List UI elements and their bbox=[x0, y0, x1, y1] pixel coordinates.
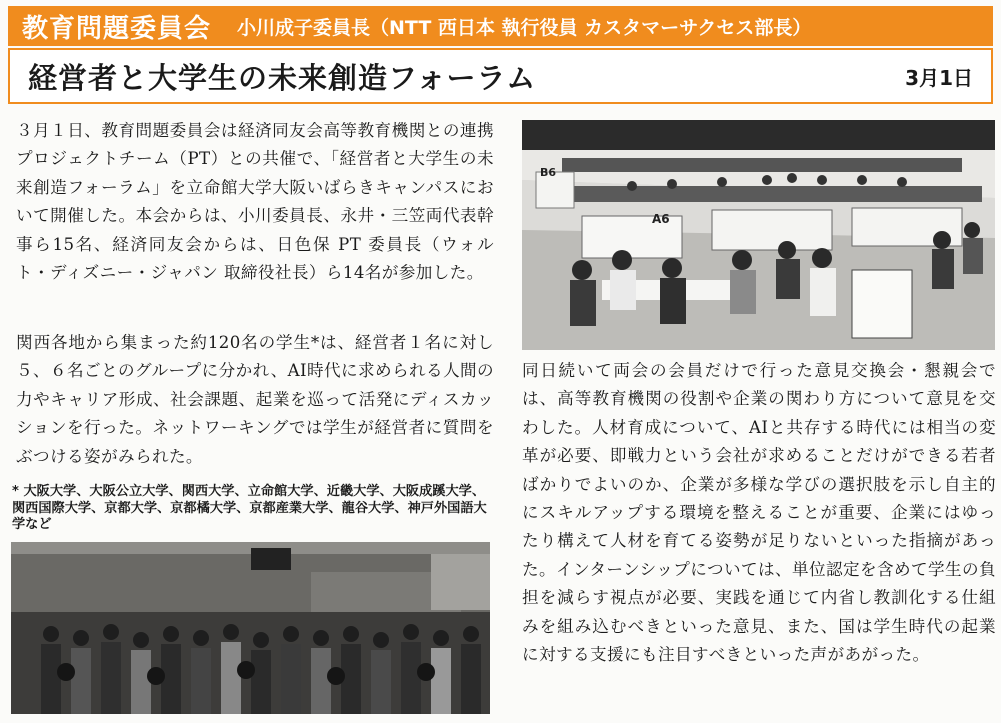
article-paragraph-2: 関西各地から集まった約120名の学生*は、経営者１名に対し５、６名ごとのグループに分かれ、AI時代に求められる人間の力やキャリア形成、社会課題、起業を巡って活発にディスカッションを行った。ネットワーキングでは学生が経営者に質問をぶつける姿がみられた。 bbox=[16, 333, 494, 466]
article-title-bar bbox=[8, 48, 993, 104]
forum-group-discussion-illustration bbox=[522, 120, 995, 350]
article-date: 3月1日 bbox=[905, 65, 973, 90]
forum-group-discussion-photo bbox=[522, 120, 995, 350]
article-title: 経営者と大学生の未来創造フォーラム bbox=[28, 60, 537, 95]
forum-networking-photo bbox=[11, 542, 490, 714]
booth-sign-b6: B6 bbox=[540, 166, 557, 179]
article-paragraph-1: ３月１日、教育問題委員会は経済同友会高等教育機関との連携プロジェクトチーム（PT）との共催で、「経営者と大学生の未来創造フォーラム」を立命館大学大阪いばらきキャンパスにおいて開催した。本会からは、小川委員長、永井・三笠両代表幹事ら15名、経済同友会からは、日色保 PT 委員長（ウォルト・ディズニー・ジャパン 取締役社長）ら14名が参加した。 bbox=[16, 121, 494, 283]
committee-name: 教育問題委員会 bbox=[22, 13, 212, 44]
committee-chair: 小川成子委員長（NTT 西日本 執行役員 カスタマーサクセス部長） bbox=[237, 16, 812, 39]
forum-networking-illustration bbox=[11, 542, 490, 714]
booth-sign-a6: A6 bbox=[652, 212, 670, 226]
committee-header-bar bbox=[8, 6, 993, 46]
participating-universities-footnote: * 大阪大学、大阪公立大学、関西大学、立命館大学、近畿大学、大阪成蹊大学、関西国際大学、京都大学、京都橘大学、京都産業大学、龍谷大学、神戸外国語大学など bbox=[12, 484, 487, 532]
article-paragraph-3: 同日続いて両会の会員だけで行った意見交換会・懇親会では、高等教育機関の役割や企業の関わり方について意見を交わした。人材育成について、AIと共存する時代には相当の変革が必要、即戦力という会社が求めることだけができる若者ばかりでよいのか、企業が多様な学びの選択肢を示し自主的にスキルアップする環境を整えることが重要、企業にはゆったり構えて人材を育てる姿勢が足りないといった指摘があった。インターンシップについては、単位認定を含めて学生の負担を減らす視点が必要、実践を通じて内省し教訓化する仕組みを組み込むべきといった意見、また、国は学生時代の起業に対する支援にも注目すべきといった声があがった。 bbox=[522, 361, 996, 665]
